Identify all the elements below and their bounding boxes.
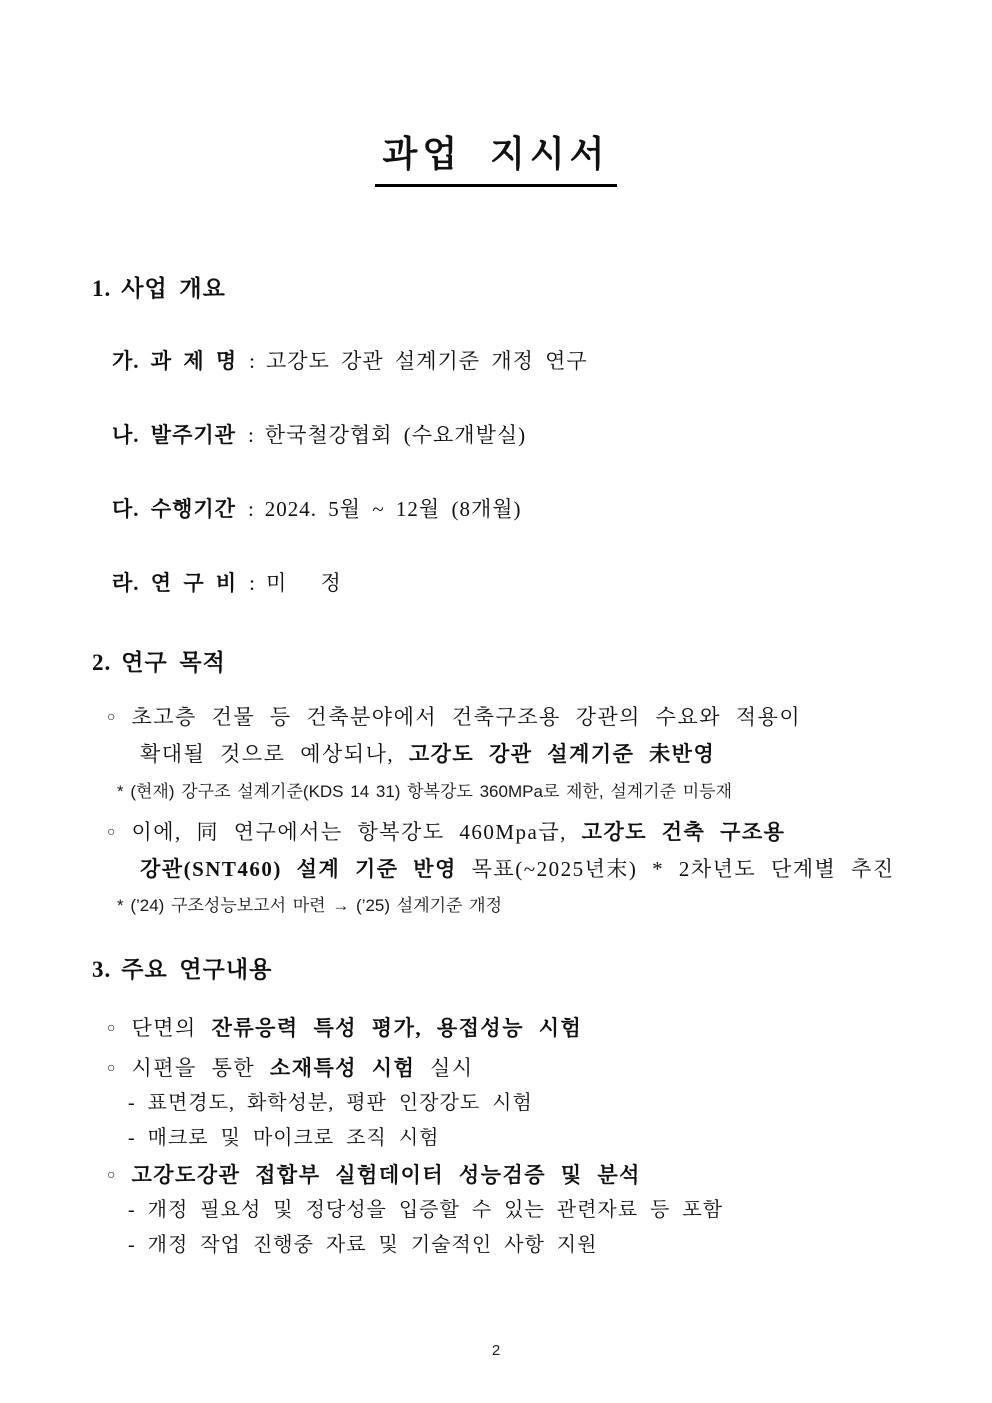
circle-bullet-icon: ○	[107, 1168, 116, 1183]
bullet-demand-expansion-line2: 확대될 것으로 예상되나,	[140, 742, 395, 766]
bullet-residual-stress-prefix: 단면의	[131, 1016, 197, 1040]
item-project-period-value: 2024. 5월 ~ 12월 (8개월)	[264, 497, 522, 521]
item-project-name-label: 가. 과 제 명	[112, 349, 238, 373]
item-project-period	[112, 493, 522, 523]
title-block	[0, 126, 992, 187]
section-2-title: 연구 목적	[121, 650, 226, 675]
sub-item-technical-support: - 개정 작업 진행중 자료 및 기술적인 사항 지원	[128, 1234, 598, 1256]
circle-bullet-icon: ○	[107, 1021, 116, 1036]
item-project-name-colon: :	[249, 349, 256, 373]
bullet-standard-reflection-line2-bold: 강관(SNT460) 설계 기준 반영	[140, 857, 457, 881]
bullet-material-property-bold: 소재특성 시험	[269, 1056, 416, 1080]
section-3-heading	[92, 951, 272, 984]
item-project-period-colon: :	[247, 497, 255, 521]
section-1-heading	[92, 270, 226, 303]
item-ordering-agency	[112, 419, 526, 449]
item-project-period-label: 다. 수행기간	[112, 497, 236, 521]
section-3-number: 3.	[92, 957, 112, 982]
item-research-budget-label: 라. 연 구 비	[112, 571, 238, 595]
section-3-title: 주요 연구내용	[121, 957, 273, 982]
circle-bullet-icon: ○	[107, 1061, 116, 1076]
page-title: 과업 지시서	[375, 126, 618, 187]
item-project-name	[112, 345, 588, 375]
bullet-demand-expansion	[107, 699, 801, 773]
bullet-residual-stress-bold: 잔류응력 특성 평가, 용접성능 시험	[211, 1016, 583, 1040]
item-ordering-agency-value: 한국철강협회 (수요개발실)	[264, 423, 527, 447]
section-2-number: 2.	[92, 650, 112, 675]
page-number: 2	[491, 1342, 501, 1359]
item-project-name-value: 고강도 강관 설계기준 개정 연구	[266, 349, 588, 373]
bullet-demand-expansion-bold: 고강도 강관 설계기준 未반영	[408, 742, 716, 766]
section-1-number: 1.	[92, 276, 112, 301]
bullet-standard-reflection	[107, 814, 895, 888]
circle-bullet-icon: ○	[107, 710, 116, 725]
item-research-budget-value: 미 정	[266, 571, 342, 595]
bullet-standard-reflection-line1-bold: 고강도 건축 구조용	[581, 820, 786, 844]
bullet-material-property-test	[107, 1051, 533, 1156]
item-research-budget	[112, 567, 342, 597]
section-2-heading	[92, 644, 226, 677]
item-ordering-agency-colon: :	[247, 423, 255, 447]
item-research-budget-colon: :	[249, 571, 256, 595]
circle-bullet-icon: ○	[107, 825, 116, 840]
bullet-material-property-prefix: 시편을 통한	[131, 1056, 256, 1080]
bullet-standard-reflection-line1: 이에, 同 연구에서는 항복강도 460Mpa급,	[131, 820, 567, 844]
sub-item-macro-micro-test: - 매크로 및 마이크로 조직 시험	[128, 1127, 440, 1149]
bullet-residual-stress-test	[107, 1011, 582, 1046]
bullet-material-property-suffix: 실시	[430, 1056, 474, 1080]
sub-item-supporting-materials: - 개정 필요성 및 정당성을 입증할 수 있는 관련자료 등 포함	[128, 1199, 724, 1221]
bullet-standard-reflection-line2: 목표(~2025년末) * 2차년도 단계별 추진	[471, 857, 895, 881]
bullet-joint-data-verification	[107, 1158, 723, 1263]
footnote-roadmap: * (’24) 구조성능보고서 마련 → (’25) 설계기준 개정	[117, 896, 503, 915]
bullet-demand-expansion-line1: 초고층 건물 등 건축분야에서 건축구조용 강관의 수요와 적용이	[131, 705, 802, 729]
item-ordering-agency-label: 나. 발주기관	[112, 423, 236, 447]
footnote-current-standard: * (현재) 강구조 설계기준(KDS 14 31) 항복강도 360MPa로 제한, 설계기준 미등재	[117, 782, 733, 801]
section-1-title: 사업 개요	[121, 276, 226, 301]
bullet-joint-data-bold: 고강도강관 접합부 실험데이터 성능검증 및 분석	[131, 1163, 641, 1187]
sub-item-hardness-tension-test: - 표면경도, 화학성분, 평판 인장강도 시험	[128, 1092, 533, 1114]
